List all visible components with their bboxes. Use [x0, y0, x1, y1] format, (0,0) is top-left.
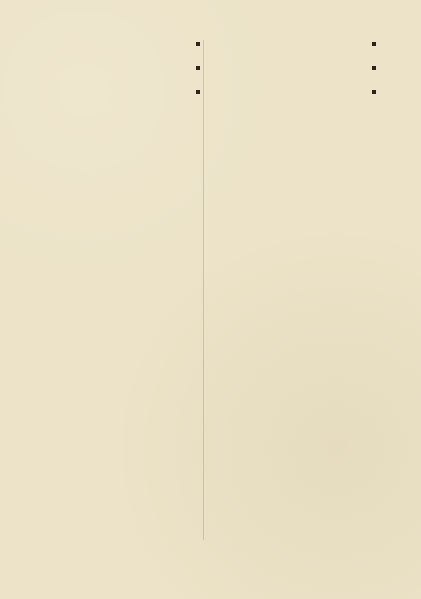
letter-body — [38, 62, 200, 72]
letter-body — [214, 62, 376, 72]
letter-body — [214, 86, 376, 96]
right-column — [214, 34, 376, 110]
letter-item — [214, 38, 376, 48]
letter-item — [214, 62, 376, 72]
column-divider — [203, 40, 204, 540]
letter-item — [214, 86, 376, 96]
left-column — [38, 34, 200, 110]
letter-item — [38, 62, 200, 72]
letter-body — [214, 38, 376, 48]
letter-item — [38, 86, 200, 96]
letter-body — [38, 38, 200, 48]
letter-item — [38, 38, 200, 48]
letter-body — [38, 86, 200, 96]
